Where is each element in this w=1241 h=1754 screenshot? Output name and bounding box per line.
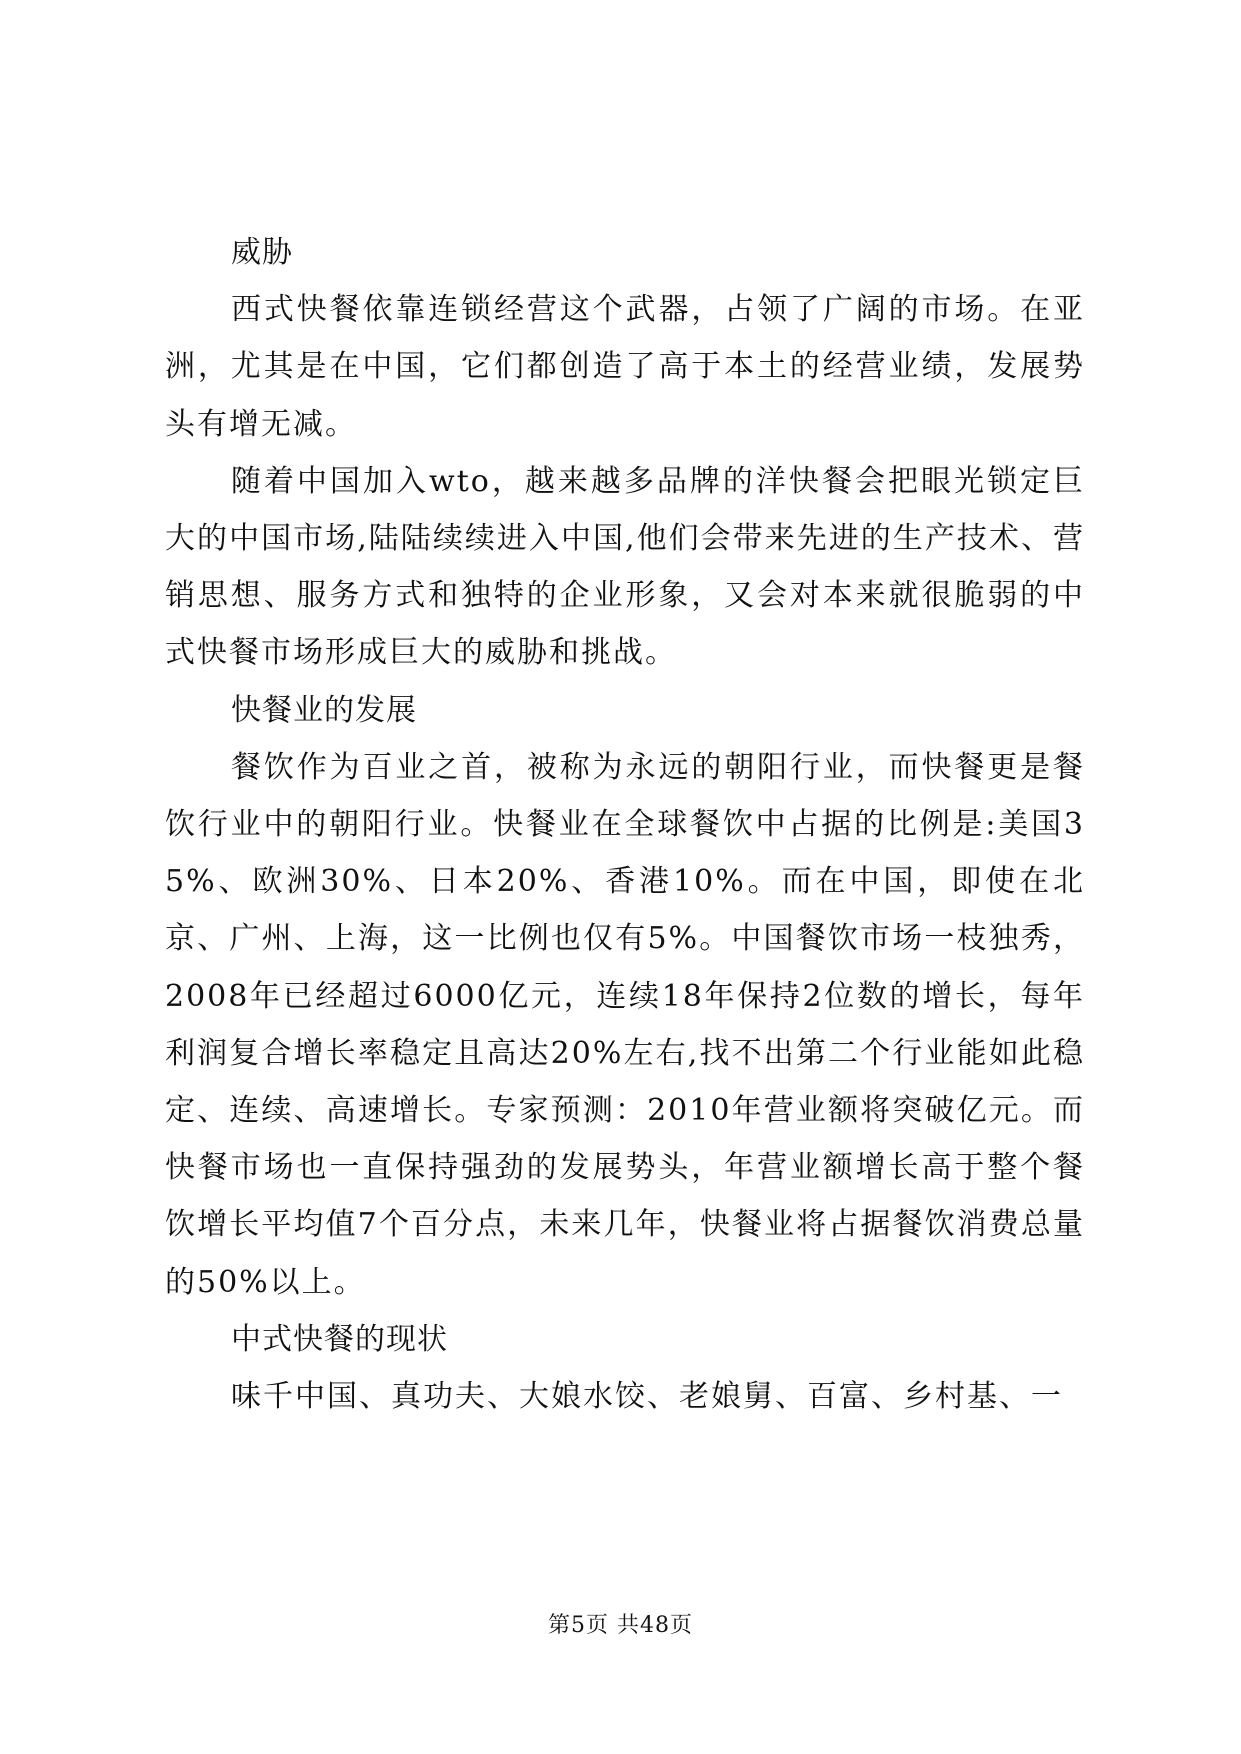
paragraph-chinese-brands: 味千中国、真功夫、大娘水饺、老娘舅、百富、乡村基、一 bbox=[231, 1379, 1063, 1415]
page-footer: 第5页 共48页 bbox=[548, 1613, 693, 1638]
page-body bbox=[165, 224, 1085, 1425]
section-heading-chinese-status: 中式快餐的现状 bbox=[231, 1321, 448, 1357]
section-heading-threat: 威胁 bbox=[231, 235, 293, 270]
paragraph-industry-growth: 餐饮作为百业之首，被称为永远的朝阳行业，而快餐更是餐饮行业中的朝阳行业。快餐业在全球餐饮中占据的比例是:美国35%、欧洲30%、日本20%、香港10%。而在中国，即使在北京、广州、上海，这一比例也仅有5%。中国餐饮市场一枝独秀，2008年已经超过6000亿元，连续18年保持2位数的增长，每年利润复合增长率稳定且高达20%左右,找不出第二个行业能如此稳定、连续、高速增长。专家预测：2010年营业额将突破亿元。而快餐市场也一直保持强劲的发展势头，年营业额增长高于整个餐饮增长平均值7个百分点，未来几年，快餐业将占据餐饮消费总量的50%以上。 bbox=[165, 749, 1085, 1300]
paragraph-wto-entry: 随着中国加入wto，越来越多品牌的洋快餐会把眼光锁定巨大的中国市场,陆陆续续进入中国,他们会带来先进的生产技术、营销思想、服务方式和独特的企业形象，又会对本来就很脆弱的中式快餐市场形成巨大的威胁和挑战。 bbox=[165, 463, 1085, 671]
section-heading-development: 快餐业的发展 bbox=[231, 692, 417, 728]
paragraph-western-fastfood: 西式快餐依靠连锁经营这个武器，占领了广阔的市场。在亚洲，尤其是在中国，它们都创造了高于本土的经营业绩，发展势头有增无减。 bbox=[165, 292, 1085, 442]
